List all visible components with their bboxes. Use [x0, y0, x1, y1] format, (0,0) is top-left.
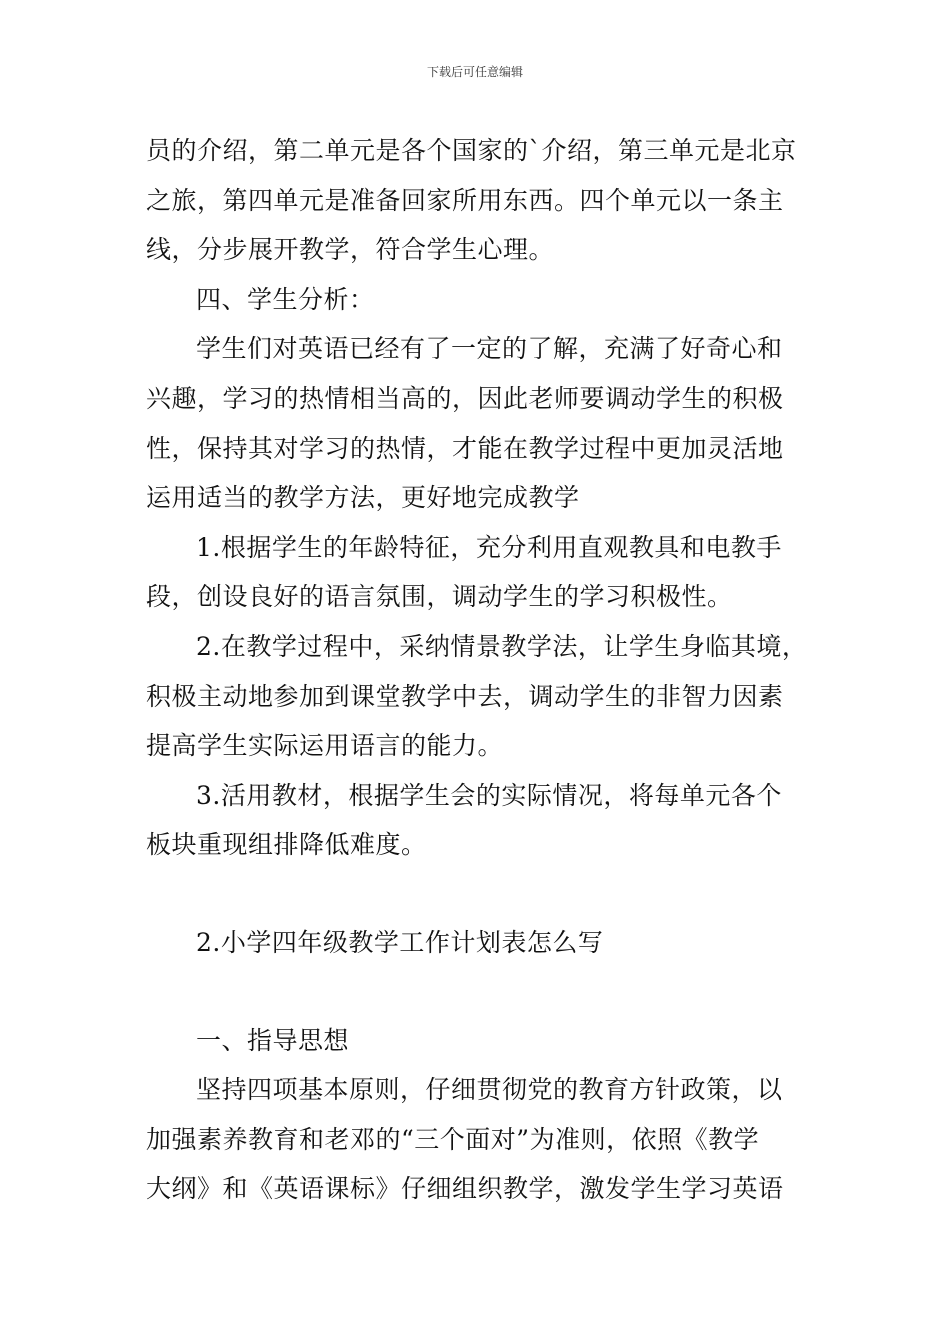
- paragraph-line: 加强素养教育和老邓的“三个面对”为准则，依照《教学: [146, 1124, 760, 1154]
- article-title: 2.小学四年级教学工作计划表怎么写: [196, 927, 604, 957]
- paragraph-line: 大纲》和《英语课标》仔细组织教学，激发学生学习英语: [146, 1174, 784, 1204]
- section-heading: 一、指导思想: [196, 1025, 350, 1055]
- paragraph-line: 学生们对英语已经有了一定的了解，充满了好奇心和: [196, 334, 783, 364]
- paragraph-line: 运用适当的教学方法，更好地完成教学: [146, 483, 580, 513]
- list-item: 3.活用教材，根据学生会的实际情况，将每单元各个: [196, 780, 782, 810]
- paragraph-line: 兴趣，学习的热情相当高的，因此老师要调动学生的积极: [146, 383, 784, 413]
- paragraph-line: 员的介绍，第二单元是各个国家的`介绍，第三单元是北京: [146, 136, 797, 165]
- document-body: [146, 126, 812, 1214]
- list-item-continuation: 提高学生实际运用语言的能力。: [146, 731, 504, 761]
- blank-spacer: [146, 968, 812, 1016]
- list-item: 1.根据学生的年龄特征，充分利用直观教具和电教手: [196, 532, 782, 562]
- list-item: 2.在教学过程中，采纳情景教学法，让学生身临其境，: [196, 631, 808, 661]
- paragraph-line: 之旅，第四单元是准备回家所用东西。四个单元以一条主: [146, 185, 784, 215]
- list-item-continuation: 段，创设良好的语言氛围，调动学生的学习积极性。: [146, 582, 733, 612]
- paragraph-line: 坚持四项基本原则，仔细贯彻党的教育方针政策，以: [196, 1075, 783, 1105]
- paragraph-line: 性，保持其对学习的热情，才能在教学过程中更加灵活地: [146, 433, 784, 463]
- list-item-continuation: 积极主动地参加到课堂教学中去，调动学生的非智力因素: [146, 681, 784, 711]
- paragraph-line: 线，分步展开教学，符合学生心理。: [146, 235, 555, 265]
- list-item-continuation: 板块重现组排降低难度。: [146, 830, 427, 860]
- section-heading: 四、学生分析：: [196, 284, 375, 314]
- page-header: 下载后可任意编辑: [426, 65, 523, 79]
- blank-spacer: [146, 870, 812, 918]
